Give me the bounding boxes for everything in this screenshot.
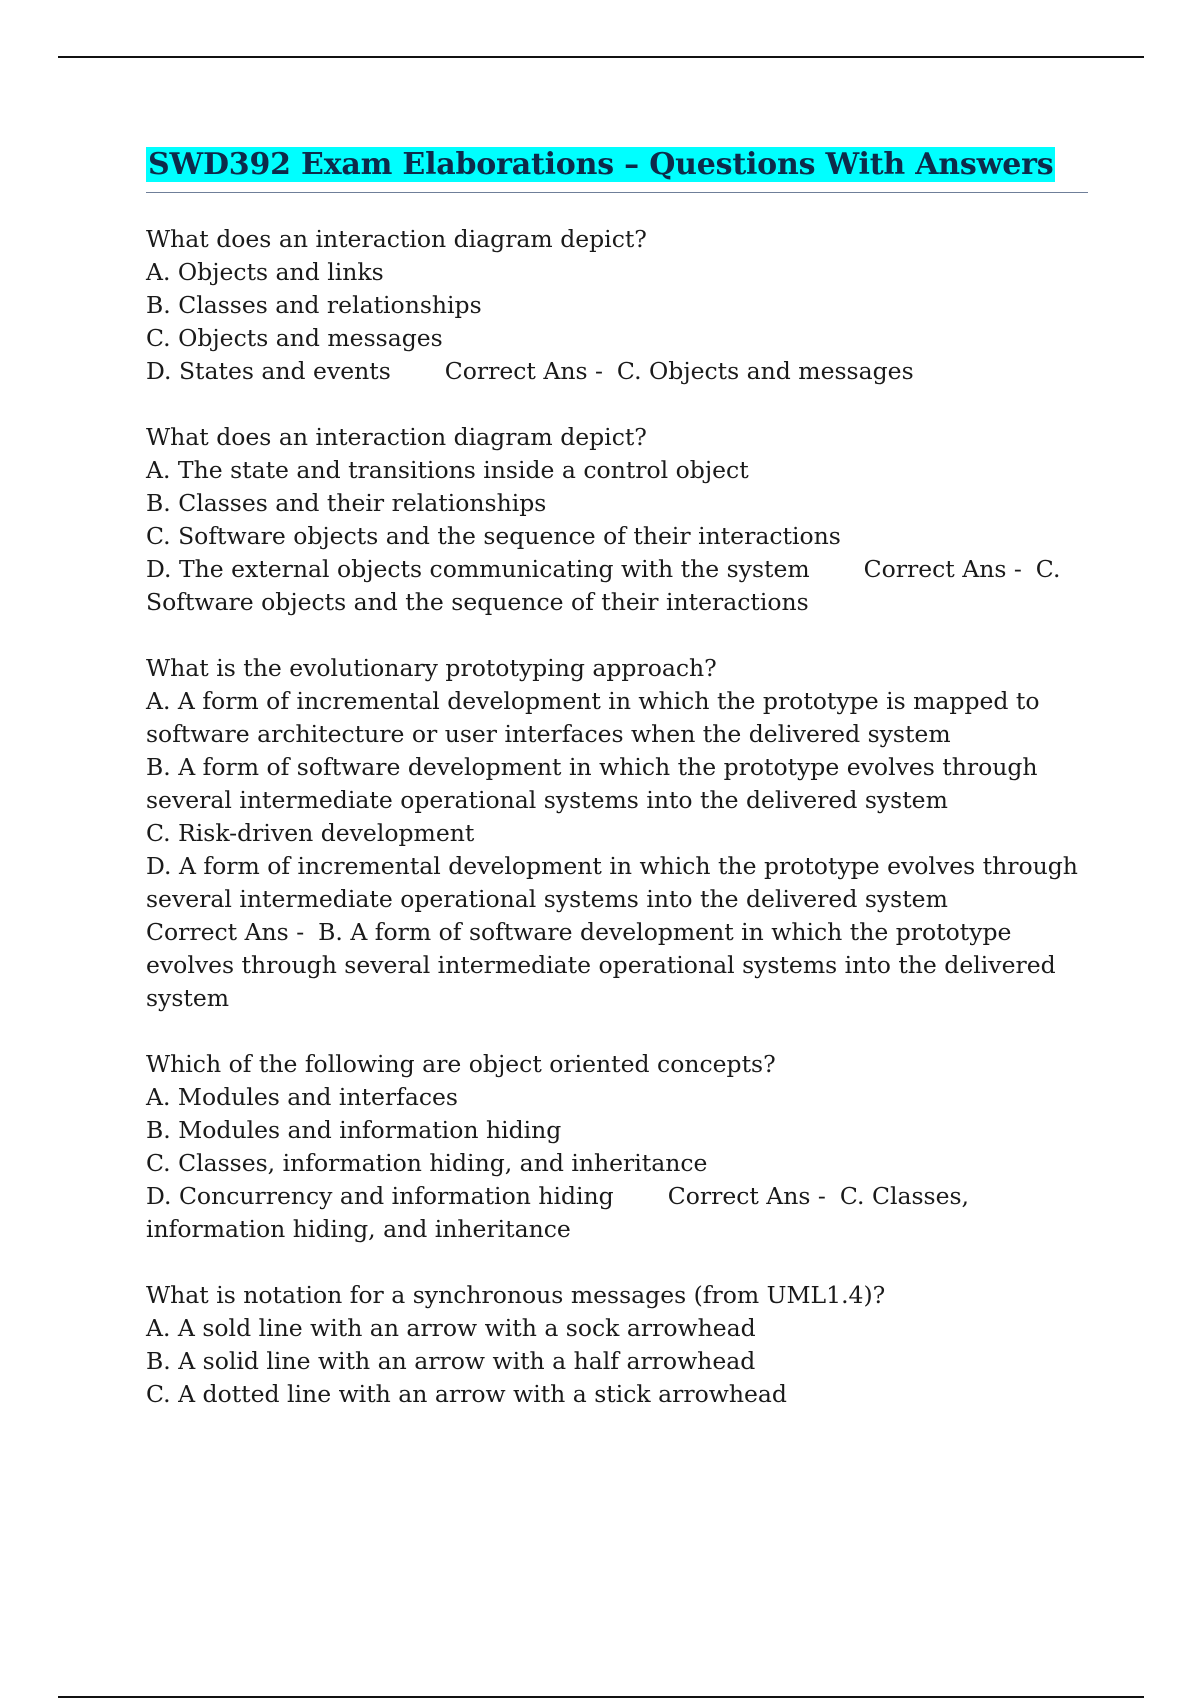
answer-text: B. A form of software development in which the prototype evolves through several intermediate operational systems into the delivered system	[146, 918, 1056, 1012]
option-with-answer	[146, 553, 1090, 619]
answer-text: C. Software objects and the sequence of their interactions	[146, 555, 1061, 616]
option-with-answer	[146, 355, 1090, 388]
option: A. Modules and interfaces	[146, 1083, 458, 1111]
option: A. Objects and links	[146, 258, 384, 286]
question-block	[146, 421, 1090, 619]
option: B. Classes and their relationships	[146, 489, 547, 517]
option: A. The state and transitions inside a control object	[146, 456, 749, 484]
option: B. A form of software development in which the prototype evolves through several intermediate operational systems into the delivered system	[146, 753, 1038, 814]
question-text: What does an interaction diagram depict?	[146, 225, 647, 253]
question-text: What is the evolutionary prototyping approach?	[146, 654, 717, 682]
document-body	[146, 144, 1090, 1444]
question-text: What is notation for a synchronous messages (from UML1.4)?	[146, 1281, 886, 1309]
option: B. Modules and information hiding	[146, 1116, 562, 1144]
answer-label: Correct Ans -	[146, 918, 305, 946]
question-block	[146, 223, 1090, 388]
option-with-answer	[146, 1180, 1090, 1246]
question-block	[146, 1279, 1090, 1411]
option: D. The external objects communicating with the system	[146, 555, 810, 583]
option: C. Risk-driven development	[146, 819, 475, 847]
option: B. A solid line with an arrow with a half arrowhead	[146, 1347, 756, 1375]
option: C. Classes, information hiding, and inheritance	[146, 1149, 708, 1177]
answer-line	[146, 916, 1090, 1015]
option: A. A sold line with an arrow with a sock arrowhead	[146, 1314, 756, 1342]
option: D. States and events	[146, 357, 391, 385]
option: D. A form of incremental development in which the prototype evolves through several intermediate operational systems into the delivered system	[146, 852, 1078, 913]
option: B. Classes and relationships	[146, 291, 482, 319]
option: C. Software objects and the sequence of their interactions	[146, 522, 841, 550]
answer-label: Correct Ans -	[667, 1182, 826, 1210]
option: A. A form of incremental development in which the prototype is mapped to software architecture or user interfaces when the delivered system	[146, 687, 1040, 748]
option: D. Concurrency and information hiding	[146, 1182, 614, 1210]
option: C. A dotted line with an arrow with a stick arrowhead	[146, 1380, 787, 1408]
title-block	[146, 144, 1088, 193]
answer-label: Correct Ans -	[863, 555, 1022, 583]
answer-label: Correct Ans -	[444, 357, 603, 385]
question-text: What does an interaction diagram depict?	[146, 423, 647, 451]
question-block	[146, 652, 1090, 1015]
option: C. Objects and messages	[146, 324, 443, 352]
bottom-rule	[58, 1696, 1144, 1698]
question-text: Which of the following are object oriented concepts?	[146, 1050, 776, 1078]
answer-text: C. Objects and messages	[616, 357, 914, 385]
answer-text: C. Classes, information hiding, and inheritance	[146, 1182, 970, 1243]
question-block	[146, 1048, 1090, 1246]
page-title: SWD392 Exam Elaborations – Questions With Answers	[148, 147, 1054, 182]
top-rule	[58, 56, 1144, 58]
